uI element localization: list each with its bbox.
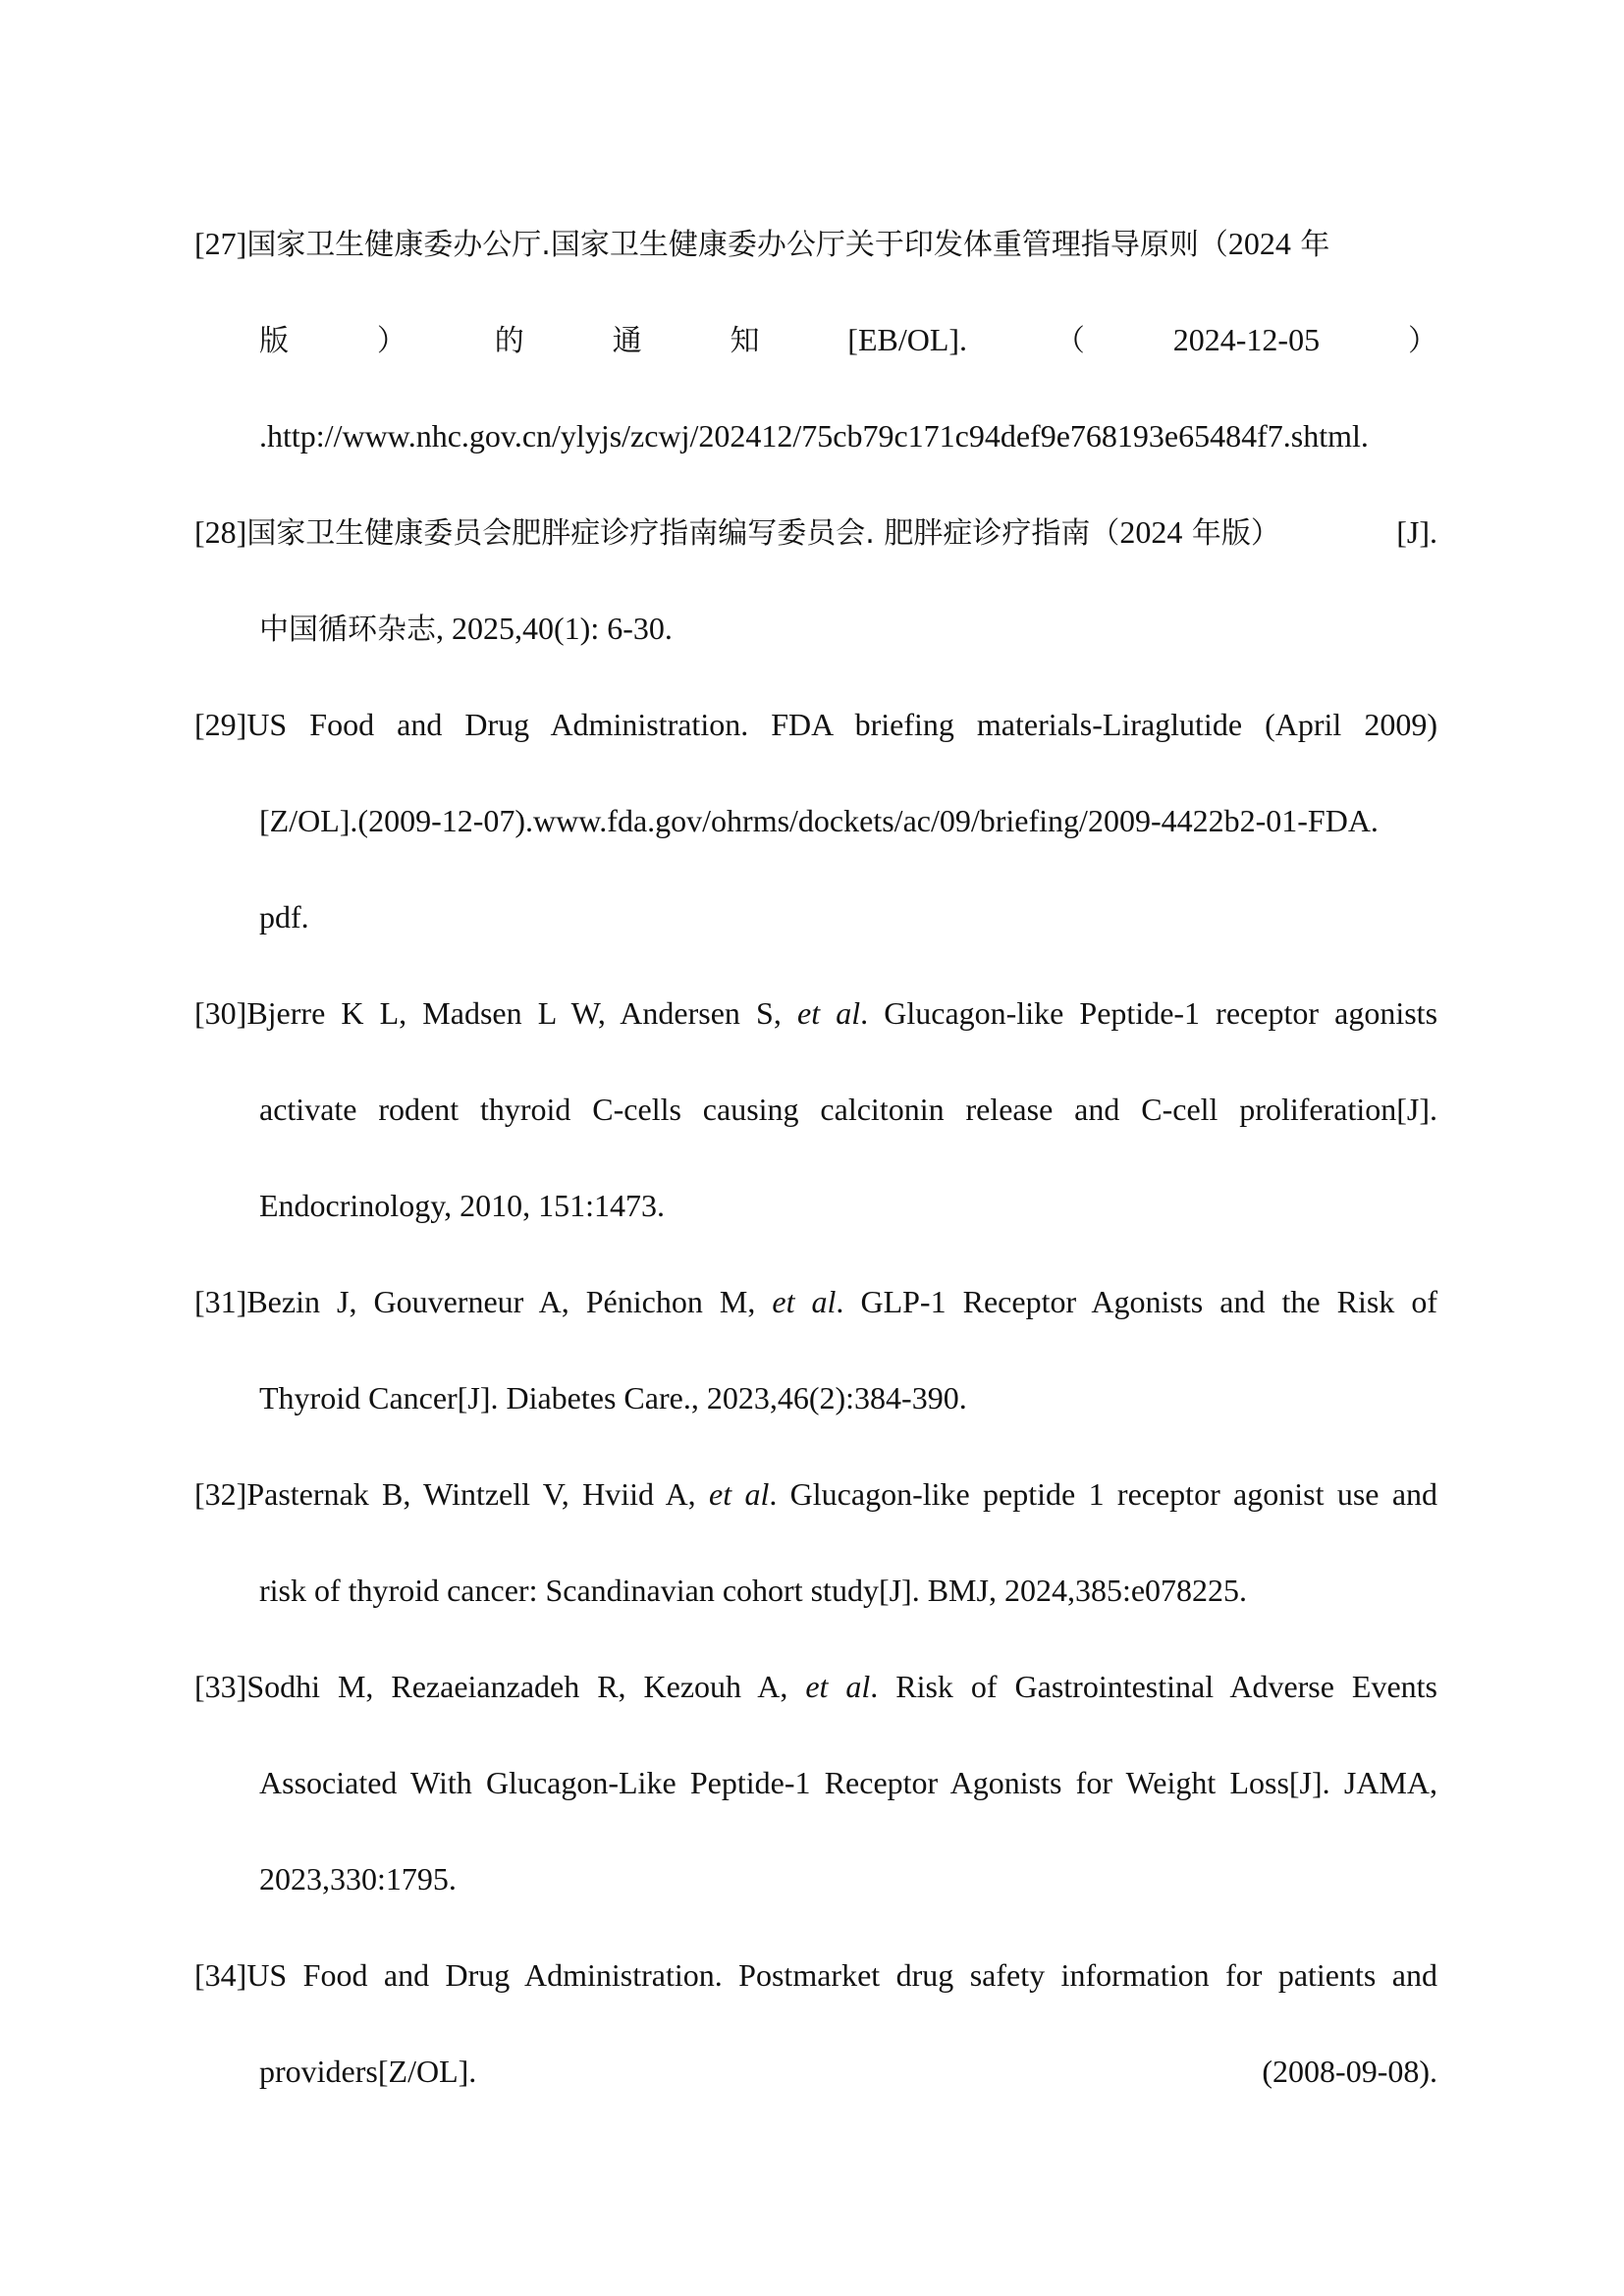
reference-30-line-3 xyxy=(259,1182,1437,1229)
reference-date: (2008-09-08). xyxy=(1262,2054,1437,2089)
reference-number: [28] xyxy=(194,514,247,550)
reference-27-line-2 xyxy=(259,316,1437,363)
reference-token: ） xyxy=(1407,324,1437,358)
reference-text: . Glucagon-like peptide 1 receptor agonist use and xyxy=(769,1476,1438,1512)
reference-33-line-3 xyxy=(259,1855,1437,1902)
reference-text: providers[Z/OL]. xyxy=(259,2054,477,2089)
reference-text: US Food and Drug Administration. FDA briefing materials-Liraglutide (April 2009) xyxy=(246,707,1437,742)
et-al: et al xyxy=(709,1476,770,1512)
reference-token: 的 xyxy=(494,324,524,358)
reference-32 xyxy=(194,1470,1437,1518)
reference-number: [32] xyxy=(194,1476,247,1512)
reference-token: [EB/OL]. xyxy=(847,322,968,357)
reference-text: 年 xyxy=(1290,228,1330,262)
reference-29-line-2[interactable] xyxy=(259,797,1437,844)
reference-token: 2024-12-05 xyxy=(1172,322,1321,357)
reference-text: US Food and Drug Administration. Postmarket drug safety information for patients and xyxy=(246,1957,1437,1993)
reference-token: 知 xyxy=(730,324,760,358)
reference-28-line-2 xyxy=(259,605,1437,652)
journal-name: 中国循环杂志 xyxy=(259,613,436,647)
reference-line xyxy=(194,508,1280,556)
reference-text: Bjerre K L, Madsen L W, Andersen S, xyxy=(246,995,797,1031)
reference-text: Pasternak B, Wintzell V, Hviid A, xyxy=(246,1476,710,1512)
reference-28 xyxy=(194,508,1437,556)
reference-url-link[interactable]: [Z/OL].(2009-12-07).www.fda.gov/ohrms/dockets/ac/09/briefing/2009-4422b2-01-FDA. xyxy=(259,803,1379,838)
reference-text: . Glucagon-like Peptide-1 receptor agonists xyxy=(860,995,1438,1031)
et-al: et al xyxy=(772,1284,837,1319)
reference-token: 通 xyxy=(612,324,642,358)
reference-33-line-2 xyxy=(259,1759,1437,1806)
reference-text: Thyroid Cancer[J]. Diabetes Care., 2023,46(2):384-390. xyxy=(259,1380,967,1415)
reference-32-line-2 xyxy=(259,1567,1437,1614)
reference-year: 2024 xyxy=(1227,226,1291,261)
reference-29 xyxy=(194,701,1437,748)
reference-30-line-2 xyxy=(259,1086,1437,1133)
reference-text: risk of thyroid cancer: Scandinavian cohort study[J]. BMJ, 2024,385:e078225. xyxy=(259,1573,1248,1608)
reference-27 xyxy=(194,220,1437,267)
reference-text: . Risk of Gastrointestinal Adverse Events xyxy=(870,1669,1438,1704)
reference-text: . GLP-1 Receptor Agonists and the Risk of xyxy=(836,1284,1438,1319)
reference-text: pdf. xyxy=(259,899,309,934)
reference-31-line-2 xyxy=(259,1374,1437,1421)
reference-token: ） xyxy=(376,324,406,358)
reference-text: 年版） xyxy=(1182,516,1280,551)
reference-year: 2024 xyxy=(1119,514,1183,550)
reference-token: （ xyxy=(1055,324,1085,358)
reference-34-line-2 xyxy=(259,2048,1437,2095)
reference-token: 版 xyxy=(259,324,289,358)
reference-number: [31] xyxy=(194,1284,247,1319)
reference-number: [29] xyxy=(194,707,247,742)
reference-text: activate rodent thyroid C-cells causing calcitonin release and C-cell proliferation[J]. xyxy=(259,1092,1437,1127)
reference-url-link[interactable]: .http://www.nhc.gov.cn/ylyjs/zcwj/202412/75cb79c171c94def9e768193e65484f7.shtml. xyxy=(259,418,1369,454)
reference-text: Bezin J, Gouverneur A, Pénichon M, xyxy=(246,1284,773,1319)
et-al: et al xyxy=(805,1669,871,1704)
reference-number: [27] xyxy=(194,226,247,261)
et-al: et al xyxy=(796,995,861,1031)
reference-number: [33] xyxy=(194,1669,247,1704)
reference-number: [30] xyxy=(194,995,247,1031)
reference-type: [J]. xyxy=(1396,514,1437,550)
reference-29-line-3 xyxy=(259,893,1437,940)
reference-text: 国家卫生健康委办公厅.国家卫生健康委办公厅关于印发体重管理指导原则（ xyxy=(246,228,1228,262)
reference-33 xyxy=(194,1663,1437,1710)
reference-text: Sodhi M, Rezaeianzadeh R, Kezouh A, xyxy=(246,1669,806,1704)
reference-30 xyxy=(194,989,1437,1037)
reference-text: Associated With Glucagon-Like Peptide-1 Receptor Agonists for Weight Loss[J]. JAMA, xyxy=(259,1765,1437,1800)
reference-34 xyxy=(194,1951,1437,1999)
reference-text: 2023,330:1795. xyxy=(259,1861,457,1896)
reference-text: Endocrinology, 2010, 151:1473. xyxy=(259,1188,665,1223)
reference-number: [34] xyxy=(194,1957,247,1993)
reference-31 xyxy=(194,1278,1437,1325)
reference-27-url[interactable] xyxy=(259,412,1437,459)
reference-text: 国家卫生健康委员会肥胖症诊疗指南编写委员会. 肥胖症诊疗指南（ xyxy=(246,516,1120,551)
reference-text: , 2025,40(1): 6-30. xyxy=(436,611,673,646)
